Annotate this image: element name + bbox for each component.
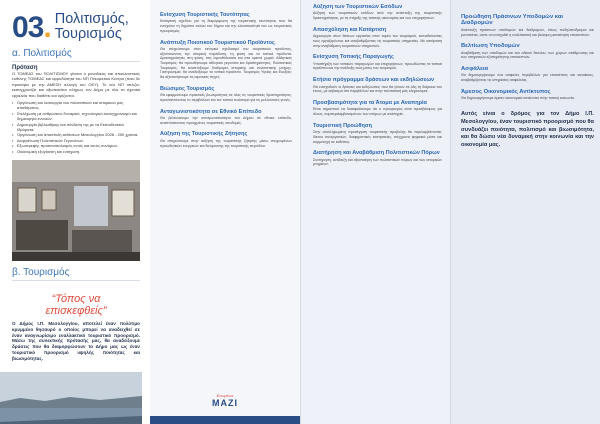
column-tourism-2 [300,0,450,424]
list-item: • Δημιουργία βιβλιοθήκης και σύνδεση της με τα Εκπαιδευτικά Ιδρύματα. [12,122,140,133]
section-text: Κατάρτιση σχεδίου για τη διαμόρφωση της τουριστικής ταυτότητας που θα ενισχύσει τη δημόσια εικόνα του δήμου και την ελκυστικότητά του ως τουριστικός προορισμός. [160,19,292,33]
section-dot: . [43,11,52,44]
list-item: • Οργάνωση και λειτουργία του πολιτιστικού και ιστορικού μας αποθέματος. [12,100,140,111]
section-text: Υποστήριξη των τοπικών παραγωγών και επιχειρήσεων, προωθώντας τα τοπικά προϊόντα και την ανάδειξη τους μέσω του τουρισμού. [313,61,442,71]
list-item: • Οργάνωση και αποστολή εκθέσεων Μεσολογγίου 2026 - 200 χρόνια. [12,132,140,137]
section-text: Θα ενισχυθούν οι δράσεις και εκδηλώσεις που θα γίνουν σε όλη τη διάρκεια του έτους, με σεβασμό στο περιβάλλον και στην πολιτιστική μας κληρονομιά. [313,84,442,94]
section-text: Θα δημιουργήσουμε άμεσο οικονομικό αντίκτυπο στην τοπική κοινωνία. [461,96,575,101]
section-heading: Τουριστική Προώθηση [313,122,372,129]
section-heading: Βιώσιμος Τουρισμός [160,85,215,92]
section-text: Αναβάθμιση των υποδομών και του οδικού δικτύου, των χώρων στάθμευσης και των υπηρεσιών εξυπηρέτησης επισκεπτών. [461,50,594,60]
mazi-logo: Ενωμένοι ΜΑΖΙ [212,393,238,408]
museum-photo [12,160,140,261]
museum-image [12,160,140,261]
section-heading: Αύξηση των Τουριστικών Εσόδων [313,4,403,10]
divider [12,61,140,62]
section-heading: Βελτίωση Υποδομών [461,43,520,50]
tourism-intro: Ο Δήμος Ι.Π. Μεσολογγίου, αποτελεί έναν πολύτιμο κρυμμένο θησαυρό ο οποίος μπορεί να αναδειχθεί σε έναν αναγνωρίσιμο εναλλακτικό τουριστικό προορισμό. Μέσω της συνεκτικής πρότασής μας, θα αναδείξουμε δράσεις που θα διαμορφώσουν το Δήμο μας ως έναν τουριστικό προορισμό υψηλής ποιότητας και βιωσιμότητας. [12,321,140,361]
section-header [12,12,140,42]
section-number: 03 [12,11,44,44]
section-heading: Ενίσχυση Τουριστικής Ταυτότητας [160,12,250,18]
section-heading: Διατήρηση και Αναβάθμιση Πολιτιστικών Πόρων [313,150,440,157]
section-heading: Άμεσος Οικονομικός Αντίκτυπος [461,88,551,95]
section-heading: Αύξηση της Τουριστικής Ζήτησης [160,131,248,138]
section-text: Συντήρηση, ανάδειξη και αξιοποίηση των πολιτιστικών πόρων και των ιστορικών μνημείων. [313,157,442,167]
section-text: Θα στοχεύσουμε στην αύξηση της τουριστικής ζήτησης μέσω στοχευμένων προωθητικών ενεργειών και διεύρυνσης της τουριστικής περιόδου. [160,138,292,148]
list-item: • Στελέχωση με ανθρώπινο δυναμικό, τεχνολογικό εκσυγχρονισμό και δημιουργία εννοιών. [12,111,140,122]
section-text: Θα εφαρμόσουμε πρακτικές βιωσιμότητας σε όλες τις τουριστικές δραστηριότητες, προστατεύοντας το περιβάλλον και τον τοπικό πολιτισμό για τις μελλοντικές γενιές. [160,93,292,102]
section-heading: Ετήσιο πρόγραμμα δράσεων και εκδηλώσεων [313,77,435,84]
culture-bullets [12,100,140,154]
divider [12,280,140,281]
column-tourism-1 [150,0,300,424]
proposal-heading: Πρόταση [12,65,38,71]
section-heading: Προσβασιμότητα για τα Άτομα με Αναπηρία [313,99,427,106]
section-text: Θα βελτιώσουμε την ανταγωνιστικότητα του Δήμου σε εθνικό επίπεδο, αναπτύσσοντας προηγμένες τουριστικές υποδομές. [160,116,292,125]
list-item: • Οικονομική εξυγίανση και ενίσχυση. [12,149,140,154]
section-heading: Ανταγωνιστικότητα σε Εθνικό Επίπεδο [160,108,262,115]
column-tourism-3 [450,0,600,424]
section-heading: Προώθηση Πράσινων Υποδομών και Διαδρομών [461,14,563,27]
lagoon-image [0,372,142,424]
lagoon-photo [0,372,142,424]
footer-stripe [150,416,300,424]
culture-text: Ο ΤΟΜΕΑΣ του ΠΟΛΙΤΙΣΜΟΥ γίνεται ο μοναδικός και αποκλειστικός ευθύνης ΤΟΜΕΑΣ και αρμοδιότητα του ΝΠ Πνευματικό Κέντρο (ποιο δε προκύψει με την ΑΜΕΣΗ αλλαγή του ΟΕΥ). Το νέο ΝΠ οπλιζει, εκσυγχρονίζει και αξιοποιείται πλήρως τον Δήμο με όλα τα σχετικά εργαλεία που διαθέτει και ορίζονται. [12,71,140,98]
section-text: Δημιουργία νέων θέσεων εργασίας στον τομέα του τουρισμού, εκπαιδεύοντας τους εργαζομένους και αναβαθμίζοντας τις τουριστικές υπηρεσίες. Με κατάρτιση στην αναβάθμιση τουριστικών υπηρεσιών. [313,34,442,48]
section-text: Θα στοχεύσουμε στον κεντρικό σχεδιασμό του τουριστικού προϊόντος, αξιοποιώντας την ιστορική παράδοση, τη φύση και τα τοπικά προϊόντα. Δραστηριότητες στη φύση, στη λιμνοθάλασσα και στα ορεινά χωριά. Αθλητικός Τουρισμός: θα προωθήσουμε αθλητικά γεγονότα και δραστηριότητες. Πολιτιστικός Τουρισμός: θα αναπτύξουμε διαδρομές ιστορικής και πολιτιστικής μνήμης. Γαστρονομία: θα αναδείξουμε τα τοπικά προϊόντα. Τουρισμός Υγείας και Ευεξίας: θα αξιοποιήσουμε τις ιαματικές πηγές. [160,46,292,80]
list-item: • Διοργάνωση Πολιτιστικών Γεγονότων. [12,138,140,143]
list-item: • Εξωστρεφής προσανατολισμός εντός και εκτός συνόρων. [12,143,140,148]
section-text: Στην ολοκληρωμένη προσέγγιση τουριστικής προβολής θα περιλαμβάνονται: δίκτυο συνεργασιών, διαφημιστικές εκστρατείες, σύγχρονα ψηφιακά μέσα και συμμετοχή σε εκθέσεις. [313,130,442,144]
section-title: Πολιτισμός, Τουρισμός [54,11,129,42]
section-heading: Ενίσχυση Τοπικής Παραγωγής [313,54,394,61]
section-heading: Απασχόληση και Κατάρτιση [313,26,387,33]
tagline: “Τόπος να επισκεφθείς” [45,293,107,318]
closing-statement: Αυτός είναι ο δρόμος για τον Δήμο Ι.Π. Μεσολογγίου, έναν τουριστικό προορισμό που θα συνδυάζει ποιότητα, πολιτισμό και βιωσιμότητα, και θα δώσει νέα δυναμική στην κοινωνία και την οικονομία μας. [461,110,594,149]
column-culture [0,0,150,424]
section-heading: Ανάπτυξη Ποιοτικού Τουριστικού Προϊόντος [160,39,275,46]
section-heading: Ασφάλεια [461,66,489,73]
section-text: Είναι σημαντικό να διασφαλίσουμε ότι ο προορισμός είναι προσβάσιμος για όλους, συμπεριλαμβανομένων των ατόμων με αναπηρία. [313,107,442,117]
tourism-subtitle: β. Τουρισμός [12,267,70,279]
section-text: Αύξηση των τουριστικών εσόδων από την ανάπτυξη της τουριστικής δραστηριότητας, με τη στήριξη της τοπικής οικονομίας και των επιχειρήσεων. [313,11,442,21]
culture-subtitle: α. Πολιτισμός [12,48,72,59]
section-text: Ανάπτυξη πράσινων υποδομών και διαδρομών, όπως ποδηλατόδρομοι και μονοπάτια, ώστε να ενισχυθεί η εναλλακτική και βιώσιμη μετακίνηση επισκεπτών. [461,27,594,37]
section-text: Θα δημιουργήσουμε ένα ασφαλές περιβάλλον για επισκέπτες και κατοίκους, αναβαθμίζοντας τις υπηρεσίες ασφαλείας. [461,73,594,83]
